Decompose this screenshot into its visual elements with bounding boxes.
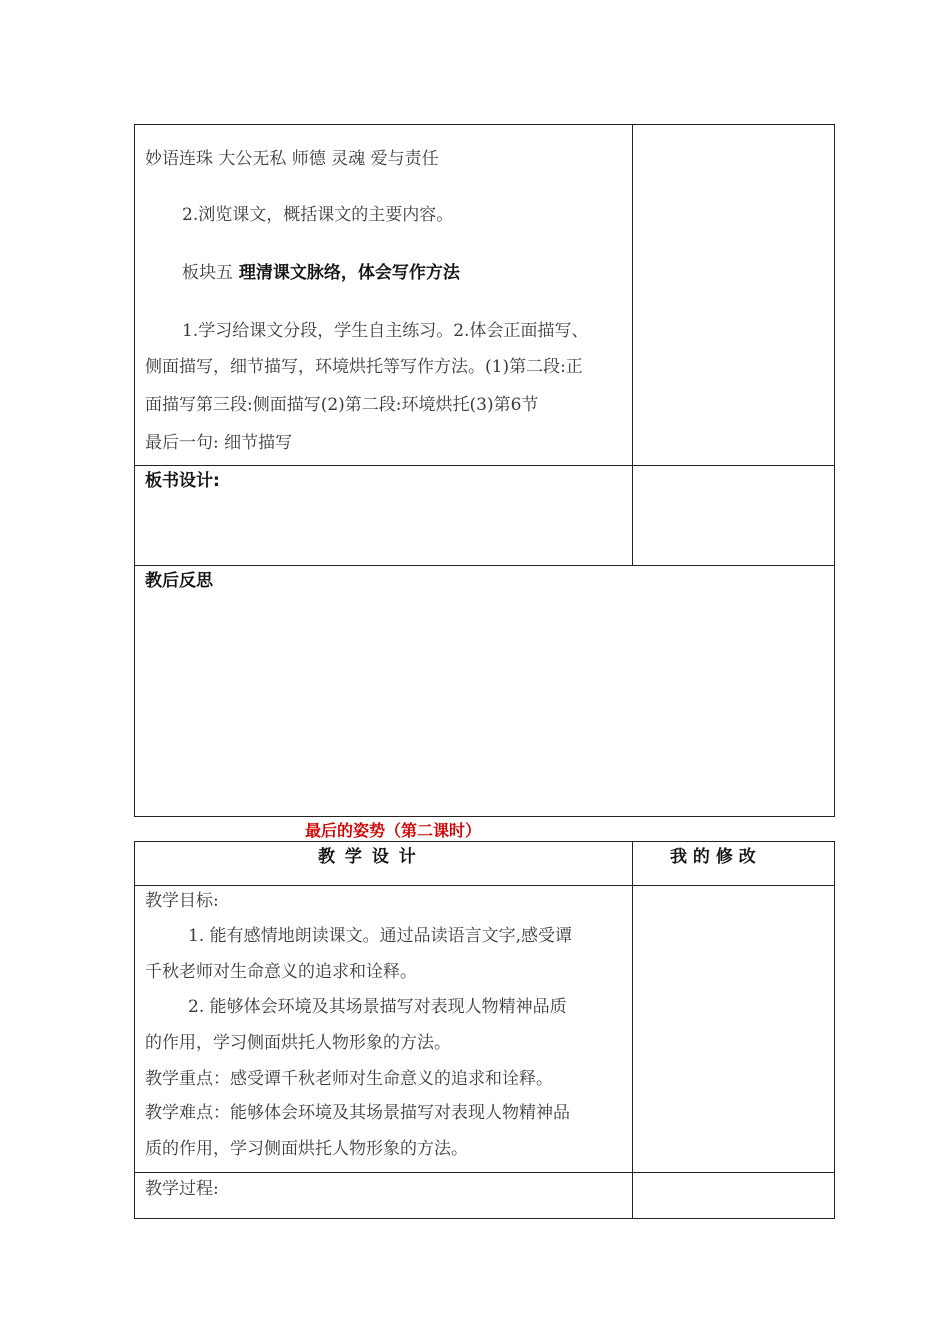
table1-row-divider-2: [134, 565, 835, 566]
para-line-1: 1.学习给课文分段，学生自主练习。2.体会正面描写、: [182, 321, 589, 341]
header-my-revision: 我 的 修 改: [670, 847, 756, 867]
step-2-text: 2.浏览课文，概括课文的主要内容。: [182, 205, 454, 225]
table2-left-border: [134, 841, 135, 1219]
process-label: 教学过程:: [145, 1179, 219, 1199]
table2-right-border: [834, 841, 835, 1219]
block-5-heading: [182, 262, 460, 284]
table2-column-divider: [632, 841, 633, 1219]
table1-column-divider: [632, 124, 633, 565]
table1-right-border: [834, 124, 835, 817]
para-line-2: 侧面描写，细节描写，环境烘托等写作方法。(1)第二段:正: [145, 357, 583, 377]
vocabulary-line: 妙语连珠 大公无私 师德 灵魂 爱与责任: [145, 149, 439, 169]
objective-1-line-2: 千秋老师对生命意义的追求和诠释。: [145, 962, 417, 982]
header-teaching-design: 教 学 设 计: [318, 847, 418, 867]
para-line-4: 最后一句: 细节描写: [145, 433, 293, 453]
difficulty-line-2: 质的作用，学习侧面烘托人物形象的方法。: [145, 1139, 468, 1159]
table2-header-divider: [134, 885, 835, 886]
para-line-3: 面描写第三段:侧面描写(2)第二段:环境烘托(3)第6节: [145, 395, 539, 415]
board-design-label: 板书设计:: [145, 471, 220, 491]
objective-2-line-2: 的作用，学习侧面烘托人物形象的方法。: [145, 1033, 451, 1053]
objective-2-line-1: 2. 能够体会环境及其场景描写对表现人物精神品质: [188, 997, 567, 1017]
table2-row-divider: [134, 1172, 835, 1173]
block-5-prefix: 板块五: [182, 263, 233, 283]
table2-bottom-border: [134, 1218, 835, 1219]
section-title: 最后的姿势（第二课时）: [305, 821, 482, 840]
objectives-label: 教学目标:: [145, 891, 219, 911]
table1-top-border: [134, 124, 835, 125]
key-point: 教学重点：感受谭千秋老师对生命意义的追求和诠释。: [145, 1069, 553, 1089]
objective-1-line-1: 1. 能有感情地朗读课文。通过品读语言文字,感受谭: [188, 926, 573, 946]
table2-top-border: [134, 841, 835, 842]
table1-left-border: [134, 124, 135, 817]
difficulty-line-1: 教学难点：能够体会环境及其场景描写对表现人物精神品: [145, 1103, 570, 1123]
block-5-title: 理清课文脉络，体会写作方法: [233, 263, 460, 283]
reflection-label: 教后反思: [145, 571, 213, 591]
table1-row-divider-1: [134, 465, 835, 466]
table1-bottom-border: [134, 816, 835, 817]
